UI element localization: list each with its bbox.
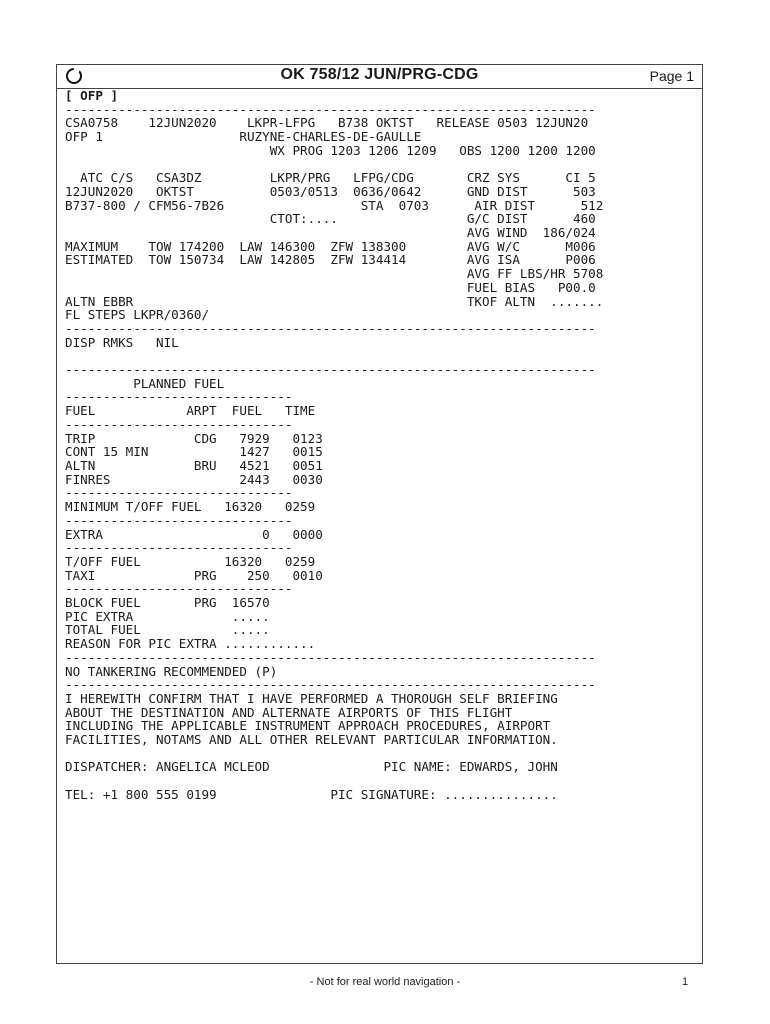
ofp-line: TAXI PRG 250 0010 (65, 567, 323, 583)
ofp-section-label: [ OFP ] (65, 88, 119, 103)
ofp-line: T/OFF FUEL 16320 0259 (65, 553, 316, 569)
ofp-line: MAXIMUM TOW 174200 LAW 146300 ZFW 138300 AVG W/C M006 (65, 238, 596, 254)
ofp-line: ALTN BRU 4521 0051 (65, 457, 323, 473)
ofp-line: ------------------------------ (65, 540, 293, 556)
footer-notice: - Not for real world navigation - (309, 976, 461, 988)
ofp-line: TRIP CDG 7929 0123 (65, 430, 323, 446)
ofp-line: B737-800 / CFM56-7B26 STA 0703 AIR DIST 512 (65, 197, 604, 213)
ofp-line: ------------------------------ (65, 416, 293, 432)
ofp-line: 12JUN2020 OKTST 0503/0513 0636/0642 GND DIST 503 (65, 183, 596, 199)
ofp-line: ATC C/S CSA3DZ LKPR/PRG LFPG/CDG CRZ SYS CI 5 (65, 170, 596, 186)
ofp-line: DISP RMKS NIL (65, 334, 179, 350)
ofp-body-text (65, 89, 603, 802)
ofp-line: ---------------------------------------------------------------------- (65, 677, 596, 693)
footer-page-number: 1 (682, 976, 689, 988)
ofp-line: AVG WIND 186/024 (65, 225, 596, 241)
page-label: Page 1 (649, 68, 694, 84)
ofp-line: FACILITIES, NOTAMS AND ALL OTHER RELEVANT PARTICULAR INFORMATION. (65, 732, 558, 748)
ofp-line: TEL: +1 800 555 0199 PIC SIGNATURE: ............... (65, 786, 558, 802)
ofp-line: DISPATCHER: ANGELICA MCLEOD PIC NAME: EDWARDS, JOHN (65, 759, 558, 775)
flight-title: OK 758/12 JUN/PRG-CDG (280, 66, 479, 83)
ofp-line: ---------------------------------------------------------------------- (65, 101, 596, 117)
ofp-line: ------------------------------ (65, 581, 293, 597)
ofp-line: AVG FF LBS/HR 5708 (65, 266, 604, 282)
ofp-line: NO TANKERING RECOMMENDED (P) (65, 663, 278, 679)
ofp-line: ESTIMATED TOW 150734 LAW 142805 ZFW 134414 AVG ISA P006 (65, 252, 596, 268)
ofp-line: EXTRA 0 0000 (65, 526, 323, 542)
ofp-line: I HEREWITH CONFIRM THAT I HAVE PERFORMED A THOROUGH SELF BRIEFING (65, 690, 558, 706)
ofp-line: INCLUDING THE APPLICABLE INSTRUMENT APPROACH PROCEDURES, AIRPORT (65, 718, 551, 734)
ofp-line: CONT 15 MIN 1427 0015 (65, 444, 323, 460)
ofp-line: FINRES 2443 0030 (65, 471, 323, 487)
ofp-line: CSA0758 12JUN2020 LKPR-LFPG B738 OKTST RELEASE 0503 12JUN20 (65, 115, 589, 131)
ofp-line: PIC EXTRA ..... (65, 608, 270, 624)
ofp-line: BLOCK FUEL PRG 16570 (65, 595, 270, 611)
ofp-line: ------------------------------ (65, 485, 293, 501)
ofp-line: CTOT:.... G/C DIST 460 (65, 211, 596, 227)
ofp-line: ------------------------------ (65, 512, 293, 528)
ofp-line: REASON FOR PIC EXTRA ............ (65, 636, 316, 652)
ofp-line: ---------------------------------------------------------------------- (65, 649, 596, 665)
document-header (57, 65, 702, 89)
ofp-line: PLANNED FUEL (65, 375, 225, 391)
ofp-line: FUEL ARPT FUEL TIME (65, 403, 316, 419)
ofp-line: WX PROG 1203 1206 1209 OBS 1200 1200 1200 (65, 142, 596, 158)
ofp-line: TOTAL FUEL ..... (65, 622, 270, 638)
ofp-line: ---------------------------------------------------------------------- (65, 362, 596, 378)
ofp-line: ALTN EBBR TKOF ALTN ....... (65, 293, 604, 309)
ofp-line: FL STEPS LKPR/0360/ (65, 307, 210, 323)
ofp-line: ABOUT THE DESTINATION AND ALTERNATE AIRPORTS OF THIS FLIGHT (65, 704, 513, 720)
ofp-line: ------------------------------ (65, 389, 293, 405)
ofp-line: FUEL BIAS P00.0 (65, 279, 596, 295)
ofp-document-frame (56, 64, 703, 964)
ofp-line: ---------------------------------------------------------------------- (65, 320, 596, 336)
ofp-line: MINIMUM T/OFF FUEL 16320 0259 (65, 499, 316, 515)
ofp-line: OFP 1 RUZYNE-CHARLES-DE-GAULLE (65, 129, 422, 145)
